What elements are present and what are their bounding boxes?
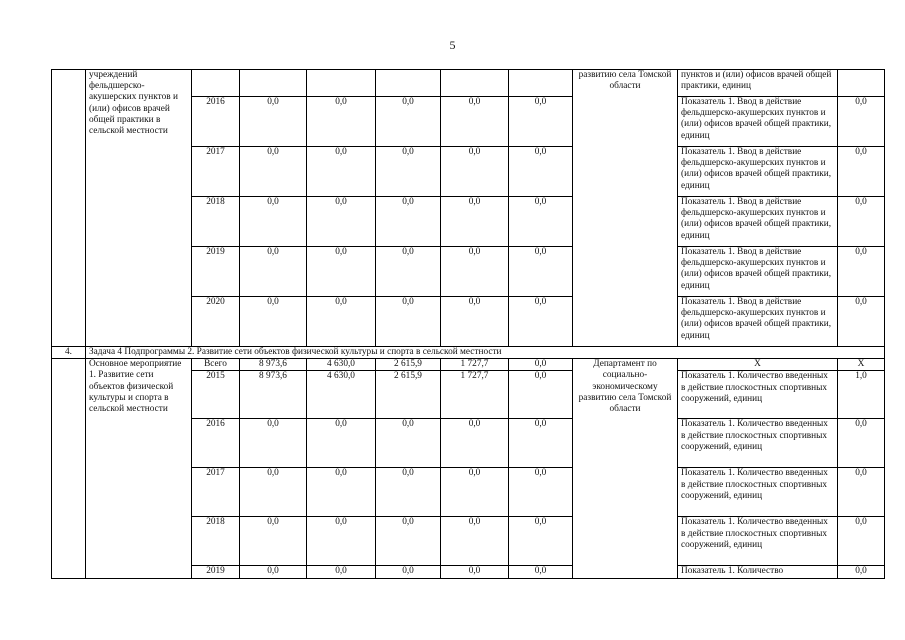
- amount-cell: 0,0: [307, 97, 376, 147]
- amount-cell: 0,0: [307, 468, 376, 517]
- amount-cell: 0,0: [376, 197, 441, 247]
- amount-cell: 4 630,0: [307, 359, 376, 371]
- indicator-cell: Х: [678, 359, 838, 371]
- indicator-value-cell: 0,0: [838, 297, 885, 347]
- amount-cell: 0,0: [307, 419, 376, 468]
- indicator-value-cell: [838, 70, 885, 97]
- amount-cell: 8 973,6: [240, 371, 307, 419]
- amount-cell: 0,0: [376, 147, 441, 197]
- indicator-value-cell: 1,0: [838, 371, 885, 419]
- number-cell: [52, 70, 86, 347]
- year-cell: 2018: [192, 197, 240, 247]
- amount-cell: 0,0: [376, 297, 441, 347]
- amount-cell: 0,0: [240, 419, 307, 468]
- year-cell: 2020: [192, 297, 240, 347]
- indicator-cell: Показатель 1. Ввод в действие фельдшерско-акушерских пунктов и (или) офисов врачей общей практики, единиц: [678, 297, 838, 347]
- task-number: 4.: [52, 347, 86, 359]
- amount-cell: 1 727,7: [441, 371, 509, 419]
- activity-cell: учреждений фельдшерско-акушерских пунктов и (или) офисов врачей общей практики в сельской местности: [86, 70, 192, 347]
- executor-cell: развитию села Томской области: [573, 70, 678, 347]
- amount-cell: 0,0: [441, 419, 509, 468]
- amount-cell: 0,0: [240, 247, 307, 297]
- amount-cell: [441, 70, 509, 97]
- task-row: [52, 347, 885, 359]
- indicator-value-cell: 0,0: [838, 97, 885, 147]
- amount-cell: 0,0: [509, 371, 573, 419]
- indicator-value-cell: Х: [838, 359, 885, 371]
- amount-cell: 0,0: [441, 468, 509, 517]
- amount-cell: [307, 70, 376, 97]
- number-cell: [52, 359, 86, 578]
- amount-cell: 0,0: [240, 147, 307, 197]
- amount-cell: 0,0: [376, 517, 441, 566]
- year-cell: 2015: [192, 371, 240, 419]
- year-cell: 2017: [192, 468, 240, 517]
- amount-cell: [509, 70, 573, 97]
- indicator-cell: Показатель 1. Количество: [678, 566, 838, 578]
- amount-cell: 1 727,7: [441, 359, 509, 371]
- year-cell: 2019: [192, 247, 240, 297]
- indicator-value-cell: 0,0: [838, 468, 885, 517]
- amount-cell: 0,0: [307, 197, 376, 247]
- indicator-cell: Показатель 1. Ввод в действие фельдшерско-акушерских пунктов и (или) офисов врачей общей практики, единиц: [678, 197, 838, 247]
- amount-cell: 0,0: [509, 359, 573, 371]
- amount-cell: [240, 70, 307, 97]
- amount-cell: 0,0: [509, 247, 573, 297]
- amount-cell: 4 630,0: [307, 371, 376, 419]
- year-cell: 2019: [192, 566, 240, 578]
- year-cell: 2016: [192, 97, 240, 147]
- year-cell: [192, 70, 240, 97]
- amount-cell: 0,0: [376, 419, 441, 468]
- amount-cell: 0,0: [441, 566, 509, 578]
- amount-cell: 0,0: [376, 468, 441, 517]
- amount-cell: 0,0: [307, 517, 376, 566]
- indicator-cell: Показатель 1. Количество введенных в действие плоскостных спортивных сооружений, единиц: [678, 419, 838, 468]
- amount-cell: 0,0: [509, 566, 573, 578]
- year-cell: 2018: [192, 517, 240, 566]
- amount-cell: 0,0: [441, 97, 509, 147]
- amount-cell: 0,0: [509, 517, 573, 566]
- amount-cell: 0,0: [240, 97, 307, 147]
- amount-cell: 0,0: [240, 197, 307, 247]
- amount-cell: 0,0: [307, 297, 376, 347]
- indicator-value-cell: 0,0: [838, 197, 885, 247]
- amount-cell: 0,0: [240, 297, 307, 347]
- amount-cell: 0,0: [307, 147, 376, 197]
- amount-cell: 0,0: [509, 197, 573, 247]
- amount-cell: 0,0: [240, 566, 307, 578]
- amount-cell: 0,0: [376, 97, 441, 147]
- amount-cell: 0,0: [307, 566, 376, 578]
- amount-cell: 8 973,6: [240, 359, 307, 371]
- amount-cell: 0,0: [509, 419, 573, 468]
- amount-cell: 0,0: [307, 247, 376, 297]
- executor-cell: Департамент по социально-экономическому развитию села Томской области: [573, 359, 678, 578]
- amount-cell: 0,0: [376, 566, 441, 578]
- amount-cell: [376, 70, 441, 97]
- amount-cell: 0,0: [509, 297, 573, 347]
- activity-cell: Основное мероприятие 1. Развитие сети объектов физической культуры и спорта в сельской местности: [86, 359, 192, 578]
- year-cell: 2017: [192, 147, 240, 197]
- indicator-cell: Показатель 1. Ввод в действие фельдшерско-акушерских пунктов и (или) офисов врачей общей практики, единиц: [678, 147, 838, 197]
- indicator-value-cell: 0,0: [838, 517, 885, 566]
- indicator-cell: Показатель 1. Ввод в действие фельдшерско-акушерских пунктов и (или) офисов врачей общей практики, единиц: [678, 247, 838, 297]
- amount-cell: 0,0: [441, 147, 509, 197]
- indicator-value-cell: 0,0: [838, 566, 885, 578]
- amount-cell: 0,0: [441, 247, 509, 297]
- amount-cell: 0,0: [509, 147, 573, 197]
- amount-cell: 0,0: [441, 517, 509, 566]
- amount-cell: 0,0: [441, 297, 509, 347]
- amount-cell: 0,0: [240, 517, 307, 566]
- year-cell: Всего: [192, 359, 240, 371]
- page-number: 5: [449, 38, 456, 52]
- indicator-cell: Показатель 1. Ввод в действие фельдшерско-акушерских пунктов и (или) офисов врачей общей практики, единиц: [678, 97, 838, 147]
- indicator-cell: Показатель 1. Количество введенных в действие плоскостных спортивных сооружений, единиц: [678, 468, 838, 517]
- indicator-value-cell: 0,0: [838, 147, 885, 197]
- indicator-cell: Показатель 1. Количество введенных в действие плоскостных спортивных сооружений, единиц: [678, 517, 838, 566]
- indicator-value-cell: 0,0: [838, 247, 885, 297]
- table-row: [52, 359, 885, 371]
- amount-cell: 0,0: [509, 468, 573, 517]
- year-cell: 2016: [192, 419, 240, 468]
- indicator-value-cell: 0,0: [838, 419, 885, 468]
- amount-cell: 0,0: [240, 468, 307, 517]
- table-row: [52, 70, 885, 97]
- program-table: [51, 69, 885, 579]
- amount-cell: 0,0: [509, 97, 573, 147]
- indicator-cell: Показатель 1. Количество введенных в действие плоскостных спортивных сооружений, единиц: [678, 371, 838, 419]
- amount-cell: 0,0: [441, 197, 509, 247]
- amount-cell: 0,0: [376, 247, 441, 297]
- amount-cell: 2 615,9: [376, 371, 441, 419]
- task-title: Задача 4 Подпрограммы 2. Развитие сети объектов физической культуры и спорта в сельской местности: [86, 347, 885, 359]
- indicator-cell: пунктов и (или) офисов врачей общей практики, единиц: [678, 70, 838, 97]
- amount-cell: 2 615,9: [376, 359, 441, 371]
